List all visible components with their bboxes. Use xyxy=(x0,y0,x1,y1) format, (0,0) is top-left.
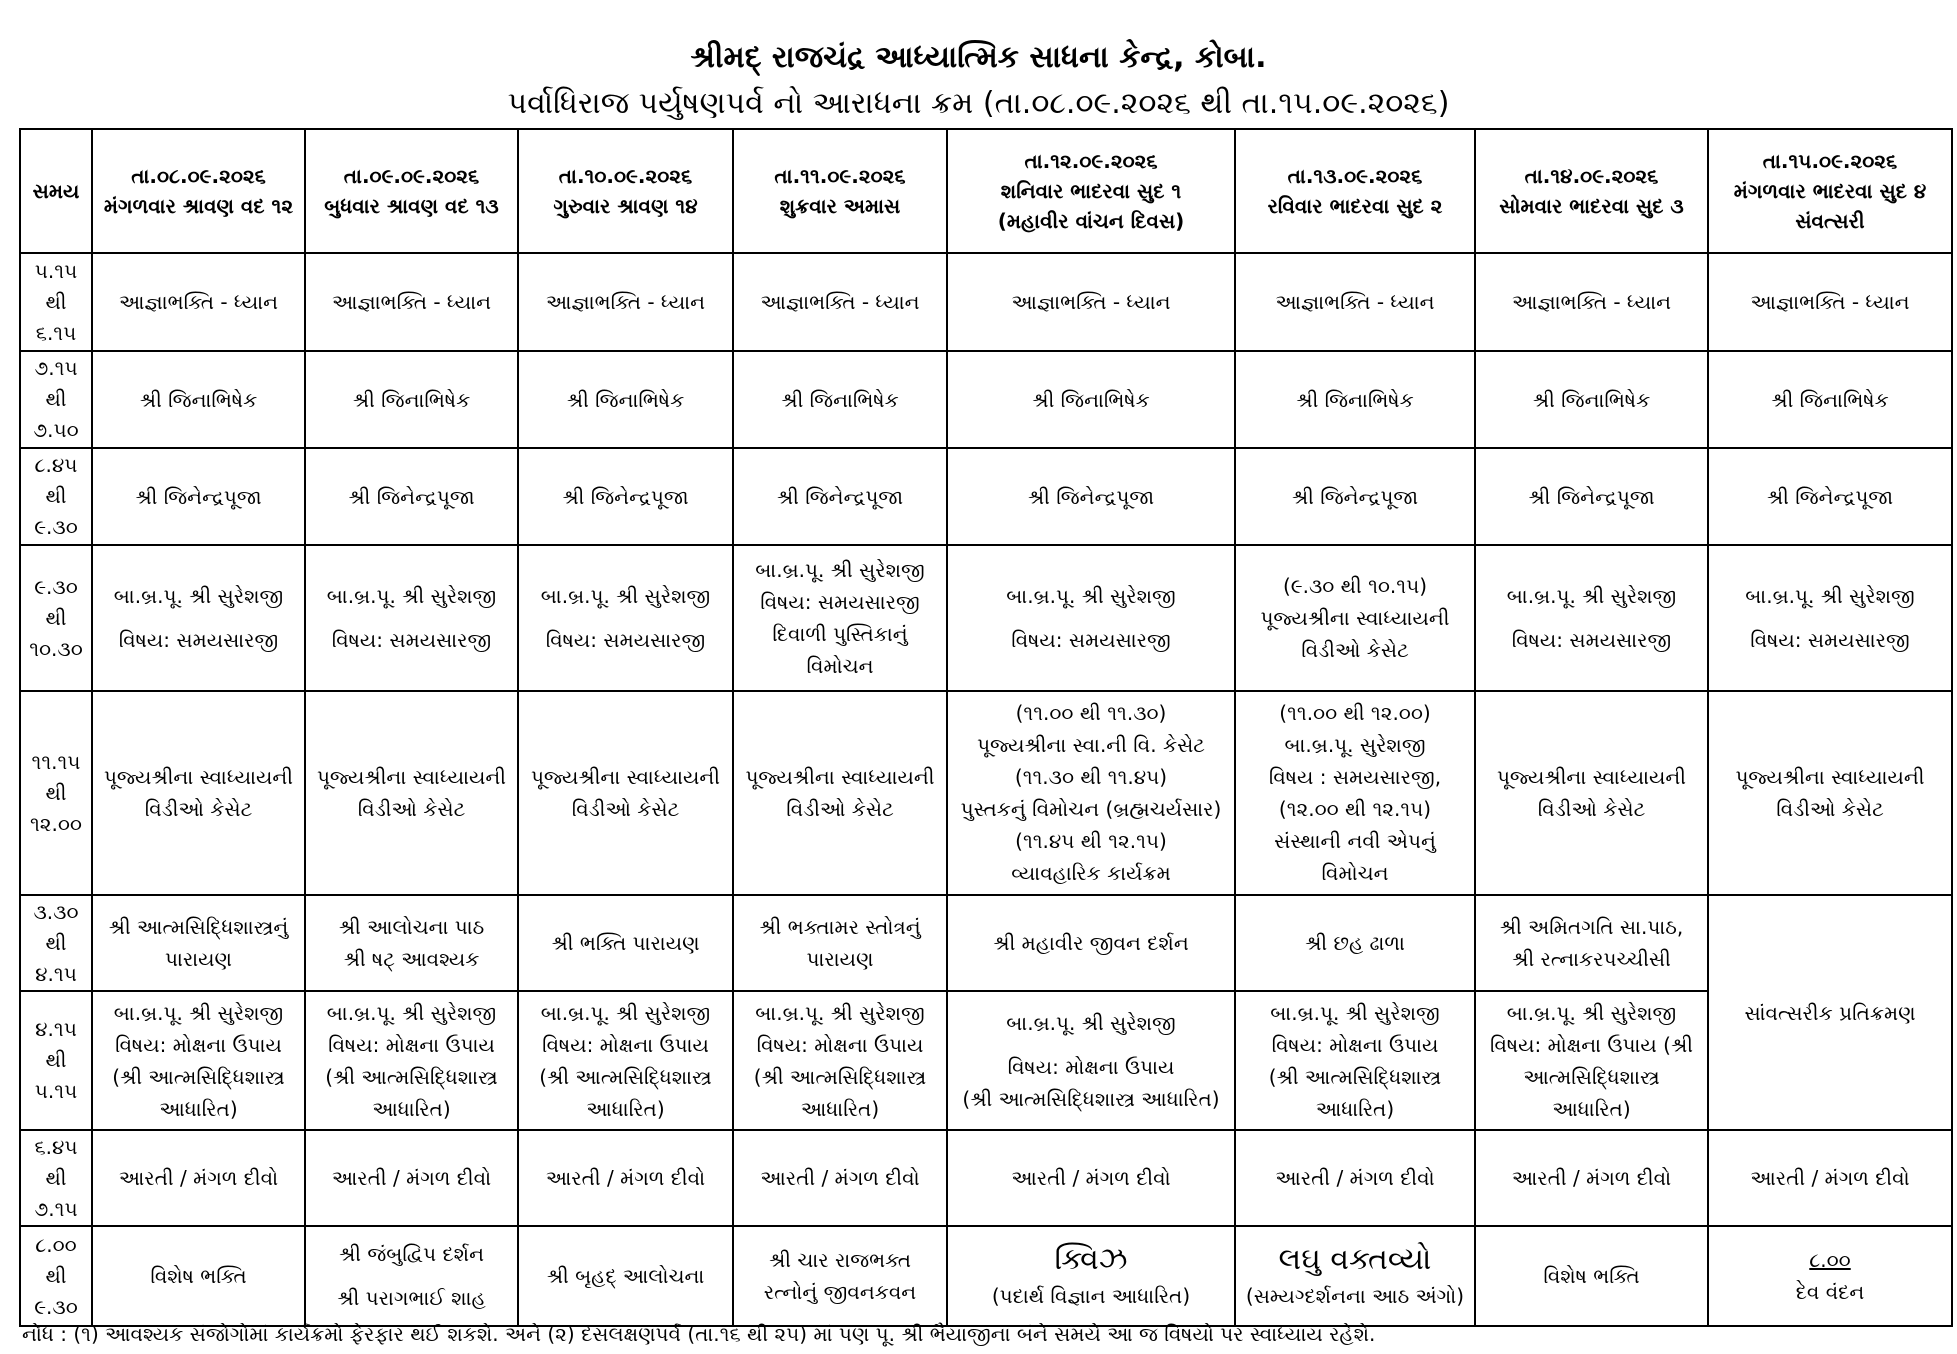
activity-cell: પૂજ્યશ્રીના સ્વાધ્યાયની વિડીઓ કેસેટ xyxy=(1475,691,1708,895)
activity-cell: શ્રી છહ ઢાળા xyxy=(1235,895,1475,991)
day-name: ગુરુવાર શ્રાવણ ૧૪ xyxy=(553,194,698,218)
activity-cell: (૧૧.૦૦ થી ૧૨.૦૦) બા.બ્ર.પૂ. સુરેશજી વિષય : સમયસારજી, (૧૨.૦૦ થી ૧૨.૧૫) સંસ્થાની નવી એપનું વિમોચન xyxy=(1235,691,1475,895)
activity-cell: ક્વિઝ (પદાર્થ વિજ્ઞાન આધારિત) xyxy=(947,1226,1235,1326)
table-row xyxy=(20,1130,1952,1226)
day-name: રવિવાર ભાદરવા સુદ ૨ xyxy=(1267,194,1443,218)
activity-cell: આજ્ઞાભક્તિ - ધ્યાન xyxy=(1235,253,1475,351)
table-row xyxy=(20,1226,1952,1326)
table-row xyxy=(20,691,1952,895)
day-date: તા.૧૨.૦૯.૨૦૨૬ xyxy=(1024,149,1158,173)
day-name: મંગળવાર શ્રાવણ વદ ૧૨ xyxy=(103,194,294,218)
activity-cell: વિશેષ ભક્તિ xyxy=(1475,1226,1708,1326)
activity-cell: આજ્ઞાભક્તિ - ધ્યાન xyxy=(733,253,947,351)
activity-cell: બા.બ્ર.પૂ. શ્રી સુરેશજી વિષય: મોક્ષના ઉપાય (શ્રી આત્મસિદ્ધિશાસ્ત્ર આધારિત) xyxy=(733,991,947,1130)
activity-cell: (૧૧.૦૦ થી ૧૧.૩૦) પૂજ્યશ્રીના સ્વા.ની વિ. કેસેટ (૧૧.૩૦ થી ૧૧.૪૫) પુસ્તકનું વિમોચન (બ્રહ્મચર્યસાર) (૧૧.૪૫ થી ૧૨.૧૫) વ્યાવહારિક કાર્યક્રમ xyxy=(947,691,1235,895)
activity-cell: શ્રી જિનાભિષેક xyxy=(947,351,1235,448)
activity-cell: શ્રી આલોચના પાઠ શ્રી ષટ્ આવશ્યક xyxy=(305,895,518,991)
activity-cell: બા.બ્ર.પૂ. શ્રી સુરેશજી વિષય: મોક્ષના ઉપાય (શ્રી આત્મસિદ્ધિશાસ્ત્ર આધારિત) xyxy=(947,991,1235,1130)
activity-cell: આરતી / મંગળ દીવો xyxy=(1235,1130,1475,1226)
activity-cell: બા.બ્ર.પૂ. શ્રી સુરેશજી વિષય: સમયસારજી xyxy=(947,545,1235,691)
activity-cell: શ્રી ભક્તામર સ્તોત્રનું પારાયણ xyxy=(733,895,947,991)
talks-heading: લઘુ વક્તવ્યો xyxy=(1278,1242,1432,1277)
activity-cell: બા.બ્ર.પૂ. શ્રી સુરેશજી વિષય: મોક્ષના ઉપાય (શ્રી આત્મસિદ્ધિશાસ્ત્ર આધારિત) xyxy=(92,991,305,1130)
activity-cell: શ્રી જિનાભિષેક xyxy=(1475,351,1708,448)
activity-cell: શ્રી આત્મસિદ્ધિશાસ્ત્રનું પારાયણ xyxy=(92,895,305,991)
day-header xyxy=(947,129,1235,253)
day-header xyxy=(518,129,733,253)
day-name: શનિવાર ભાદરવા સુદ ૧ xyxy=(1000,179,1182,203)
activity-cell: શ્રી જિનાભિષેક xyxy=(1708,351,1952,448)
day-name: મંગળવાર ભાદરવા સુદ ૪ xyxy=(1733,179,1927,203)
time-cell: ૬.૪૫ થી ૭.૧૫ xyxy=(20,1130,92,1226)
activity-cell: શ્રી જિનાભિષેક xyxy=(305,351,518,448)
activity-cell: શ્રી જિનેન્દ્રપૂજા xyxy=(1708,448,1952,545)
activity-cell: પૂજ્યશ્રીના સ્વાધ્યાયની વિડીઓ કેસેટ xyxy=(92,691,305,895)
footer-note: નોંધ : (૧) આવશ્યક સંજોગોમાં કાર્યક્રમો ફેરફાર થઈ શકશે. અને (૨) દસલક્ષણપર્વ (તા.૧૬ થી ૨૫) માં પણ પૂ. શ્રી ભૈયાજીના બંને સમયે આ જ વિષયો પર સ્વાધ્યાય રહેશે. xyxy=(22,1322,1376,1346)
day-date: તા.૧૧.૦૯.૨૦૨૬ xyxy=(774,164,906,188)
day-header xyxy=(92,129,305,253)
time-cell: ૪.૧૫ થી ૫.૧૫ xyxy=(20,991,92,1130)
activity-cell: બા.બ્ર.પૂ. શ્રી સુરેશજી વિષય: સમયસારજી xyxy=(92,545,305,691)
day-header xyxy=(1475,129,1708,253)
activity-cell: પૂજ્યશ્રીના સ્વાધ્યાયની વિડીઓ કેસેટ xyxy=(305,691,518,895)
time-cell: ૮.૦૦ થી ૯.૩૦ xyxy=(20,1226,92,1326)
pratikraman-cell: સાંવત્સરીક પ્રતિક્રમણ xyxy=(1708,895,1952,1130)
table-row xyxy=(20,448,1952,545)
activity-cell: શ્રી જિનાભિષેક xyxy=(733,351,947,448)
activity-cell: આરતી / મંગળ દીવો xyxy=(518,1130,733,1226)
activity-cell: પૂજ્યશ્રીના સ્વાધ્યાયની વિડીઓ કેસેટ xyxy=(518,691,733,895)
activity-cell: શ્રી જિનાભિષેક xyxy=(518,351,733,448)
activity-cell: આજ્ઞાભક્તિ - ધ્યાન xyxy=(518,253,733,351)
activity-cell: શ્રી જિનેન્દ્રપૂજા xyxy=(305,448,518,545)
day-header xyxy=(1708,129,1952,253)
header-row xyxy=(20,129,1952,253)
activity-cell: આરતી / મંગળ દીવો xyxy=(947,1130,1235,1226)
day-extra: સંવત્સરી xyxy=(1795,209,1865,233)
activity-cell: બા.બ્ર.પૂ. શ્રી સુરેશજી વિષય: મોક્ષના ઉપાય (શ્રી આત્મસિદ્ધિશાસ્ત્ર આધારિત) xyxy=(518,991,733,1130)
activity-cell: બા.બ્ર.પૂ. શ્રી સુરેશજી વિષય: મોક્ષના ઉપાય (શ્રી આત્મસિદ્ધિશાસ્ત્ર આધારિત) xyxy=(1475,991,1708,1130)
activity-cell: બા.બ્ર.પૂ. શ્રી સુરેશજી વિષય: મોક્ષના ઉપાય (શ્રી આત્મસિદ્ધિશાસ્ત્ર આધારિત) xyxy=(305,991,518,1130)
activity-cell: આજ્ઞાભક્તિ - ધ્યાન xyxy=(92,253,305,351)
activity-cell: પૂજ્યશ્રીના સ્વાધ્યાયની વિડીઓ કેસેટ xyxy=(733,691,947,895)
table-row xyxy=(20,253,1952,351)
schedule-table xyxy=(19,128,1953,1327)
activity-cell: આરતી / મંગળ દીવો xyxy=(1475,1130,1708,1226)
activity-cell: આજ્ઞાભક્તિ - ધ્યાન xyxy=(305,253,518,351)
activity-cell: આરતી / મંગળ દીવો xyxy=(1708,1130,1952,1226)
activity-cell: આજ્ઞાભક્તિ - ધ્યાન xyxy=(947,253,1235,351)
day-header xyxy=(305,129,518,253)
time-cell: ૯.૩૦ થી ૧૦.૩૦ xyxy=(20,545,92,691)
day-date: તા.૧૫.૦૯.૨૦૨૬ xyxy=(1762,149,1898,173)
time-header: સમય xyxy=(20,129,92,253)
day-date: તા.૦૯.૦૯.૨૦૨૬ xyxy=(343,164,480,188)
activity-cell: ૮.૦૦ દેવ વંદન xyxy=(1708,1226,1952,1326)
activity-cell: શ્રી જિનેન્દ્રપૂજા xyxy=(947,448,1235,545)
activity-cell: બા.બ્ર.પૂ. શ્રી સુરેશજી વિષય: સમયસારજી xyxy=(305,545,518,691)
activity-cell: બા.બ્ર.પૂ. શ્રી સુરેશજી વિષય: મોક્ષના ઉપાય (શ્રી આત્મસિદ્ધિશાસ્ત્ર આધારિત) xyxy=(1235,991,1475,1130)
page-subtitle: પર્વાધિરાજ પર્યુષણપર્વ નો આરાધના ક્રમ (તા.૦૮.૦૯.૨૦૨૬ થી તા.૧૫.૦૯.૨૦૨૬) xyxy=(507,86,1450,121)
day-header xyxy=(733,129,947,253)
time-cell: ૭.૧૫ થી ૭.૫૦ xyxy=(20,351,92,448)
activity-cell: વિશેષ ભક્તિ xyxy=(92,1226,305,1326)
activity-cell: શ્રી ચાર રાજભક્ત રત્નોનું જીવનકવન xyxy=(733,1226,947,1326)
table-row xyxy=(20,351,1952,448)
activity-cell: બા.બ્ર.પૂ. શ્રી સુરેશજી વિષય: સમયસારજી xyxy=(1475,545,1708,691)
day-date: તા.૧૦.૦૯.૨૦૨૬ xyxy=(558,164,693,188)
quiz-heading: ક્વિઝ xyxy=(1054,1242,1128,1277)
page-title: શ્રીમદ્ રાજચંદ્ર આધ્યાત્મિક સાધના કેન્દ્ર, કોબા. xyxy=(690,40,1267,75)
activity-cell: શ્રી જિનેન્દ્રપૂજા xyxy=(1475,448,1708,545)
activity-cell: આજ્ઞાભક્તિ - ધ્યાન xyxy=(1475,253,1708,351)
activity-cell: આરતી / મંગળ દીવો xyxy=(305,1130,518,1226)
activity-cell: લઘુ વક્તવ્યો (સમ્યગ્દર્શનના આઠ અંગો) xyxy=(1235,1226,1475,1326)
activity-cell: શ્રી જિનાભિષેક xyxy=(1235,351,1475,448)
activity-cell: બા.બ્ર.પૂ. શ્રી સુરેશજી વિષય: સમયસારજી દિવાળી પુસ્તિકાનું વિમોચન xyxy=(733,545,947,691)
table-row xyxy=(20,545,1952,691)
time-cell: ૧૧.૧૫ થી ૧૨.૦૦ xyxy=(20,691,92,895)
day-date: તા.૦૮.૦૯.૨૦૨૬ xyxy=(131,164,266,188)
activity-cell: શ્રી મહાવીર જીવન દર્શન xyxy=(947,895,1235,991)
day-name: શુક્રવાર અમાસ xyxy=(779,194,901,218)
day-name: બુધવાર શ્રાવણ વદ ૧૩ xyxy=(324,194,499,218)
activity-cell: શ્રી જિનેન્દ્રપૂજા xyxy=(92,448,305,545)
time-cell: ૮.૪૫ થી ૯.૩૦ xyxy=(20,448,92,545)
activity-cell: શ્રી બૃહદ્ આલોચના xyxy=(518,1226,733,1326)
activity-cell: આરતી / મંગળ દીવો xyxy=(92,1130,305,1226)
activity-cell: પૂજ્યશ્રીના સ્વાધ્યાયની વિડીઓ કેસેટ xyxy=(1708,691,1952,895)
activity-cell: શ્રી જંબુદ્વિપ દર્શન શ્રી પરાગભાઈ શાહ xyxy=(305,1226,518,1326)
day-extra: (મહાવીર વાંચન દિવસ) xyxy=(997,209,1185,233)
activity-cell: શ્રી જિનેન્દ્રપૂજા xyxy=(1235,448,1475,545)
activity-cell: શ્રી જિનેન્દ્રપૂજા xyxy=(518,448,733,545)
day-name: સોમવાર ભાદરવા સુદ ૩ xyxy=(1499,194,1684,218)
table-row xyxy=(20,991,1952,1130)
activity-cell: શ્રી ભક્તિ પારાયણ xyxy=(518,895,733,991)
activity-cell: શ્રી જિનાભિષેક xyxy=(92,351,305,448)
activity-cell: આરતી / મંગળ દીવો xyxy=(733,1130,947,1226)
day-date: તા.૧૪.૦૯.૨૦૨૬ xyxy=(1524,164,1659,188)
activity-cell: આજ્ઞાભક્તિ - ધ્યાન xyxy=(1708,253,1952,351)
activity-cell: બા.બ્ર.પૂ. શ્રી સુરેશજી વિષય: સમયસારજી xyxy=(518,545,733,691)
day-date: તા.૧૩.૦૯.૨૦૨૬ xyxy=(1287,164,1423,188)
time-cell: ૩.૩૦ થી ૪.૧૫ xyxy=(20,895,92,991)
activity-cell: શ્રી જિનેન્દ્રપૂજા xyxy=(733,448,947,545)
day-header xyxy=(1235,129,1475,253)
table-row xyxy=(20,895,1952,991)
activity-cell: બા.બ્ર.પૂ. શ્રી સુરેશજી વિષય: સમયસારજી xyxy=(1708,545,1952,691)
time-cell: ૫.૧૫ થી ૬.૧૫ xyxy=(20,253,92,351)
activity-cell: શ્રી અમિતગતિ સા.પાઠ, શ્રી રત્નાકરપચ્ચીસી xyxy=(1475,895,1708,991)
activity-cell: (૯.૩૦ થી ૧૦.૧૫) પૂજ્યશ્રીના સ્વાધ્યાયની વિડીઓ કેસેટ xyxy=(1235,545,1475,691)
